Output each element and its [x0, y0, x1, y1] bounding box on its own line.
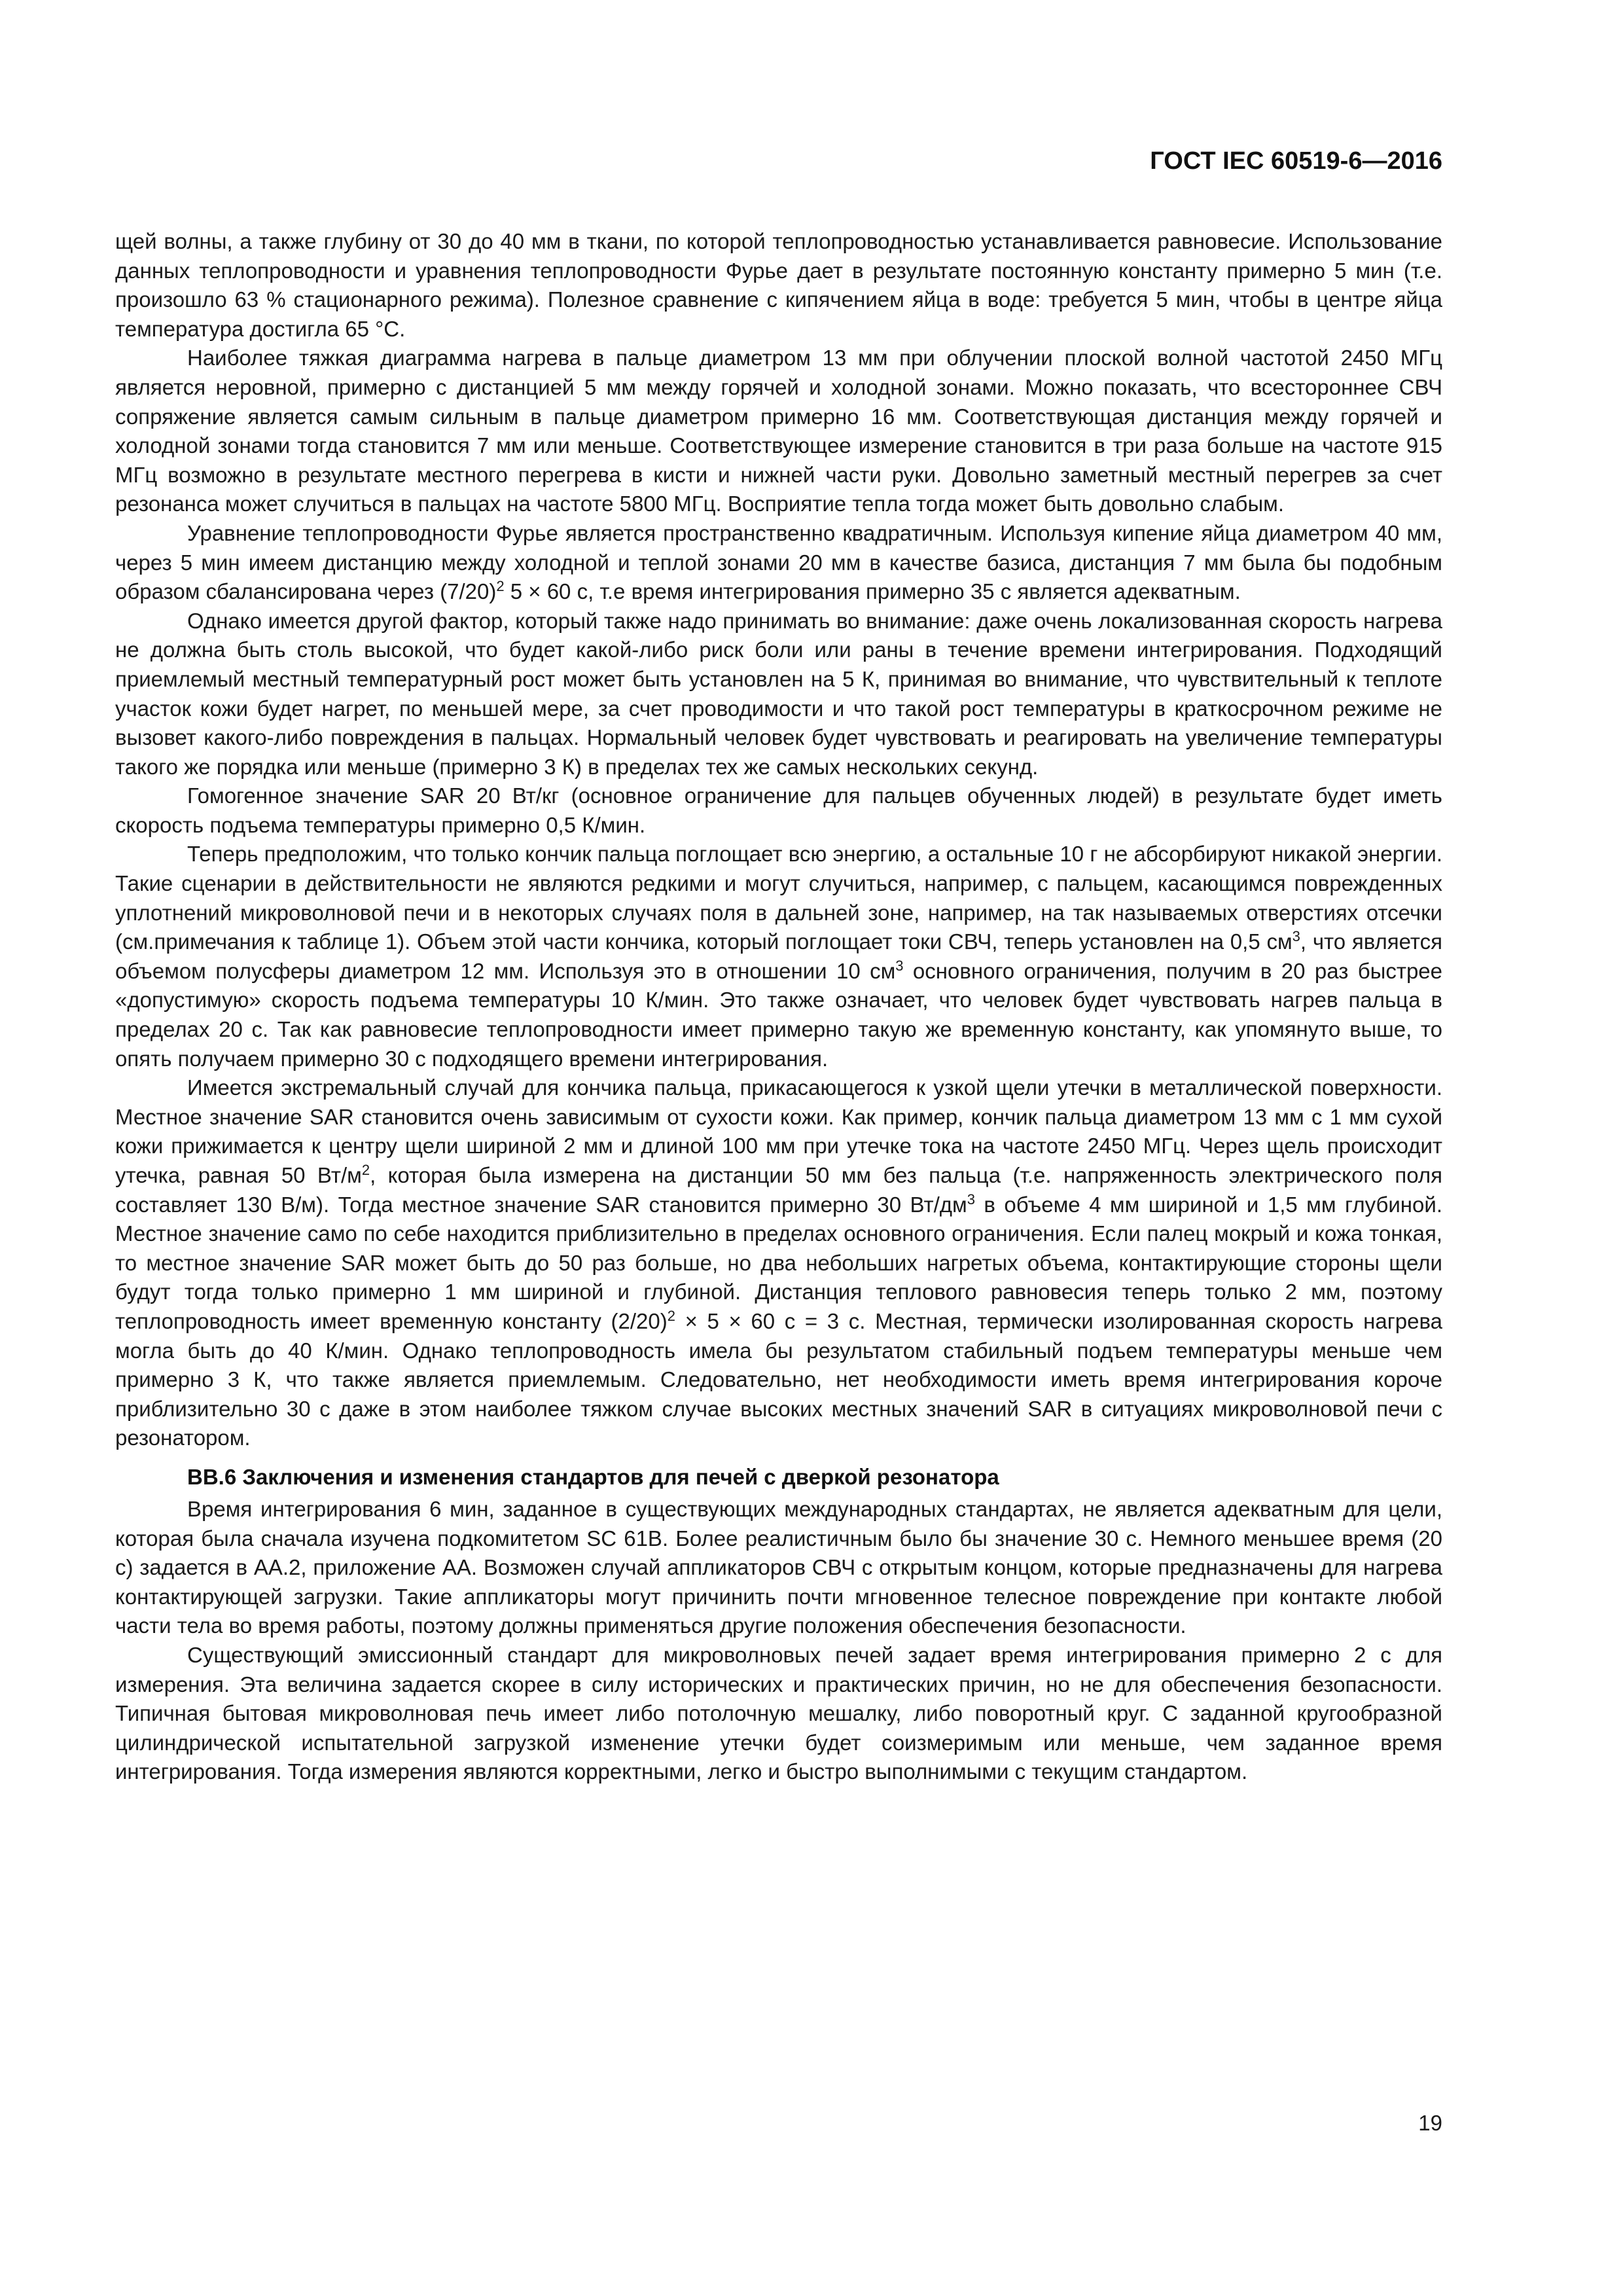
paragraph-4: Однако имеется другой фактор, который также надо принимать во внимание: даже очень локализованная скорость нагрева не должна быть столь высокой, что будет какой-либо риск боли или раны в течение времени интегрирования. Подходящий приемлемый местный температурный рост может быть установлен на 5 К, принимая во внимание, что чувствительный к теплоте участок кожи будет нагрет, по меньшей мере, за счет проводимости и что такой рост температуры в краткосрочном режиме не вызовет какого-либо повреждения в пальцах. Нормальный человек будет чувствовать и реагировать на увеличение температуры такого же порядка или меньше (примерно 3 К) в пределах тех же самых нескольких секунд. [115, 608, 1442, 779]
paragraph-2: Наиболее тяжкая диаграмма нагрева в пальце диаметром 13 мм при облучении плоской волной частотой 2450 МГц является неровной, примерно с дистанцией 5 мм между горячей и холодной зонами. Можно показать, что всестороннее СВЧ сопряжение является самым сильным в пальце диаметром примерно 16 мм. Соответствующая дистанция между горячей и холодной зонами тогда становится 7 мм или меньше. Соответствующее измерение становится в три раза больше на частоте 915 МГц возможно в результате местного перегрева в кисти и нижней части руки. Довольно заметный местный перегрев за счет резонанса может случиться в пальцах на частоте 5800 МГц. Восприятие тепла тогда может быть довольно слабым. [115, 346, 1442, 516]
section-heading: ВВ.6 Заключения и изменения стандартов для печей с дверкой резонатора [187, 1464, 999, 1489]
superscript: 2 [361, 1162, 370, 1178]
superscript: 3 [1292, 928, 1300, 945]
section-paragraph-2: Существующий эмиссионный стандарт для микроволновых печей задает время интегрирования примерно 2 с для измерения. Эта величина задается скорее в силу исторических и практических причин, но не для обеспечения безопасности. Типичная бытовая микроволновая печь имеет либо потолочную мешалку, либо поворотный круг. С заданной кругообразной цилиндрической испытательной загрузкой изменение утечки будет соизмеримым или меньше, чем заданное время интегрирования. Тогда измерения являются корректными, легко и быстро выполнимыми с текущим стандартом. [115, 1642, 1442, 1784]
standard-header: ГОСТ IEC 60519-6—2016 [1150, 147, 1442, 175]
paragraph-6 [115, 840, 1442, 1073]
paragraph-6-text-a: Теперь предположим, что только кончик пальца поглощает всю энергию, а остальные 10 г не абсорбируют никакой энергии. Такие сценарии в действительности не являются редкими и могут случиться, например, с пальцем, касающимся поврежденных уплотнений микроволновой печи и в некоторых случаях поля в дальней зоне, например, на так называемых отверстиях отсечки (см.примечания к таблице 1). Объем этой части кончика, который поглощает токи СВЧ, теперь установлен на 0,5 см [115, 842, 1442, 954]
paragraph-7-text-a: Имеется экстремальный случай для кончика пальца, прикасающегося к узкой щели утечки в металлической поверхности. Местное значение SAR становится очень зависимым от сухости кожи. Как пример, кончик пальца диаметром 13 мм с 1 мм сухой кожи прижимается к центру щели шириной 2 мм и длиной 100 мм при утечке тока на частоте 2450 МГц. Через щель происходит утечка, равная 50 Вт/м [115, 1075, 1442, 1187]
superscript: 3 [895, 957, 904, 974]
paragraph-6-text-b: , что является объемом полусферы диаметром 12 мм. Используя это в отношении 10 см [115, 929, 1443, 983]
paragraph-7 [115, 1073, 1442, 1453]
paragraph-5: Гомогенное значение SAR 20 Вт/кг (основное ограничение для пальцев обученных людей) в результате будет иметь скорость подъема температуры примерно 0,5 К/мин. [115, 783, 1442, 837]
superscript: 3 [967, 1191, 975, 1208]
document-body [115, 227, 1442, 1787]
superscript: 2 [496, 578, 505, 595]
paragraph-6-text-c: основного ограничения, получим в 20 раз быстрее «допустимую» скорость подъема температуры 10 К/мин. Это также означает, что человек будет чувствовать нагрев пальца в пределах 20 с. Так как равновесие теплопроводности имеет примерно такую же временную константу, как упомянуто выше, то опять получаем примерно 30 с подходящего времени интегрирования. [115, 958, 1443, 1071]
paragraph-7-text-b: , которая была измерена на дистанции 50 мм без пальца (т.е. напряженность электрического поля составляет 130 В/м). Тогда местное значение SAR становится примерно 30 Вт/дм [115, 1163, 1442, 1217]
paragraph-1: щей волны, а также глубину от 30 до 40 мм в ткани, по которой теплопроводностью устанавливается равновесие. Использование данных теплопроводности и уравнения теплопроводности Фурье дает в результате постоянную константу примерно 5 мин (т.е. произошло 63 % стационарного режима). Полезное сравнение с кипячением яйца в воде: требуется 5 мин, чтобы в центре яйца температура достигла 65 °С. [115, 229, 1442, 341]
paragraph-7-text-c: в объеме 4 мм шириной и 1,5 мм глубиной. Местное значение само по себе находится приблизительно в пределах основного ограничения. Если палец мокрый и кожа тонкая, то местное значение SAR может быть до 50 раз больше, но два небольших нагретых объема, контактирующие стороны щели будут тогда только примерно 1 мм шириной и глубиной. Дистанция теплового равновесия теперь только 2 мм, поэтому теплопроводность имеет временную константу (2/20) [115, 1192, 1442, 1333]
paragraph-3 [115, 519, 1442, 607]
paragraph-7-text-d: × 5 × 60 с = 3 с. Местная, термически изолированная скорость нагрева могла быть до 40 К/мин. Однако теплопроводность имела бы результатом стабильный подъем температуры меньше чем примерно 3 К, что также является приемлемым. Следовательно, нет необходимости иметь время интегрирования короче приблизительно 30 с даже в этом наиболее тяжком случае высоких местных значений SAR в ситуациях микроволновой печи с резонатором. [115, 1308, 1442, 1450]
superscript: 2 [667, 1307, 675, 1324]
page-number: 19 [1418, 2111, 1442, 2135]
paragraph-3-text-a: Уравнение теплопроводности Фурье является пространственно квадратичным. Используя кипение яйца диаметром 40 мм, через 5 мин имеем дистанцию между холодной и теплой зонами 20 мм в качестве базиса, дистанция 7 мм была бы подобным образом сбалансирована через (7/20) [115, 520, 1442, 604]
paragraph-3-text-b: 5 × 60 с, т.е время интегрирования примерно 35 с является адекватным. [504, 579, 1241, 604]
section-paragraph-1: Время интегрирования 6 мин, заданное в существующих международных стандартах, не является адекватным для цели, которая была сначала изучена подкомитетом SC 61B. Более реалистичным было бы значение 30 с. Немного меньшее время (20 с) задается в АА.2, приложение АА. Возможен случай аппликаторов СВЧ с открытым концом, которые предназначены для нагрева контактирующей загрузки. Такие аппликаторы могут причинить почти мгновенное телесное повреждение при контакте любой части тела во время работы, поэтому должны применяться другие положения обеспечения безопасности. [115, 1496, 1442, 1638]
